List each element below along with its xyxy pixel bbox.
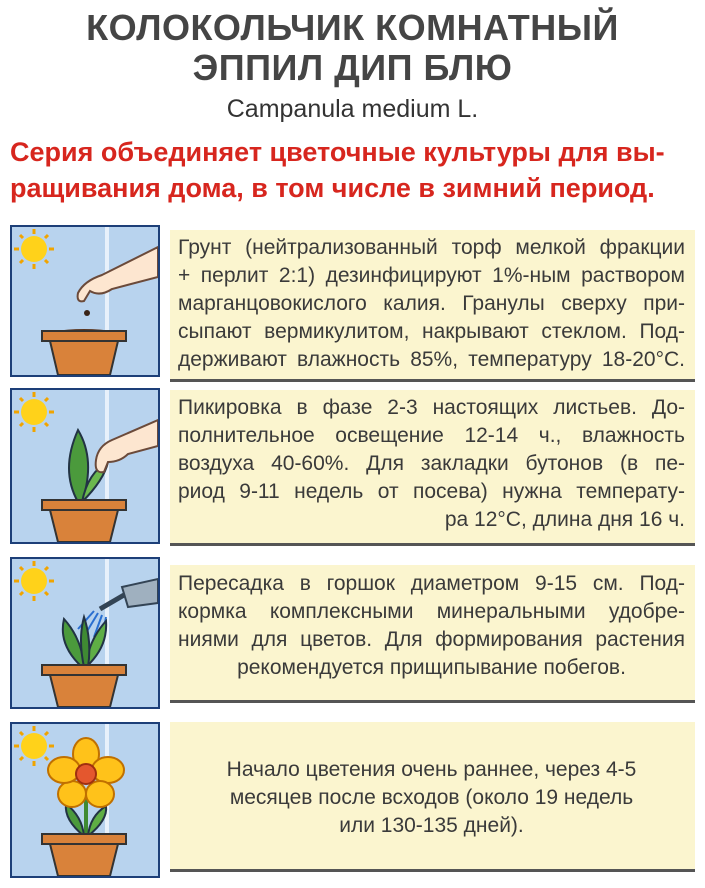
step-1-illustration (10, 225, 160, 377)
series-note-line1: Серия объединяет цветочные культуры для вы- (10, 137, 665, 167)
latin-name: Campanula medium L. (226, 95, 479, 123)
step-3-line-3: ниями для цветов. Для формирования растения (178, 628, 685, 651)
step-2-text-box (170, 390, 695, 546)
step-2-line-5: ра 12°C, длина дня 16 ч. (444, 508, 685, 531)
page-title-line2: ЭППИЛ ДИП БЛЮ (192, 47, 513, 88)
step-3-line-4: рекомендуется прищипывание побегов. (237, 656, 626, 679)
step-3-illustration (10, 557, 160, 709)
step-4-line-1: Начало цветения очень раннее, через 4-5 (226, 758, 637, 781)
step-3-line-2: кормка комплексными минеральными удобре- (178, 600, 685, 623)
step-2-line-3: воздуха 40-60%. Для закладки бутонов (в пе- (178, 452, 685, 475)
step-1-text-box (170, 230, 695, 382)
step-4-line-3: или 130-135 дней). (339, 814, 524, 837)
step-1-line-5: держивают влажность 85%, температуру 18-20°C. (178, 348, 685, 371)
step-4-text-box (170, 722, 695, 872)
step-1-line-1: Грунт (нейтрализованный торф мелкой фракции (178, 236, 685, 259)
step-4-line-2: месяцев после всходов (около 19 недель (229, 786, 634, 809)
step-4-illustration (10, 722, 160, 878)
step-3-line-1: Пересадка в горшок диаметром 9-15 см. Под- (178, 572, 685, 595)
page-title-line1: КОЛОКОЛЬЧИК КОМНАТНЫЙ (86, 7, 619, 48)
step-2-line-1: Пикировка в фазе 2-3 настоящих листьев. До- (178, 396, 685, 419)
step-1-line-3: марганцовокислого калия. Гранулы сверху при- (178, 292, 685, 315)
step-1-line-2: + перлит 2:1) дезинфицируют 1%-ным раствором (178, 264, 685, 287)
step-2-illustration (10, 388, 160, 544)
step-2-line-4: риод 9-11 недель от посева) нужна температу- (178, 480, 685, 503)
step-3-text-box (170, 565, 695, 703)
series-note-line2: ращивания дома, в том числе в зимний период. (10, 173, 655, 203)
step-1-line-4: сыпают вермикулитом, накрывают стеклом. Под- (178, 320, 685, 343)
step-2-line-2: полнительное освещение 12-14 ч., влажность (178, 424, 685, 447)
